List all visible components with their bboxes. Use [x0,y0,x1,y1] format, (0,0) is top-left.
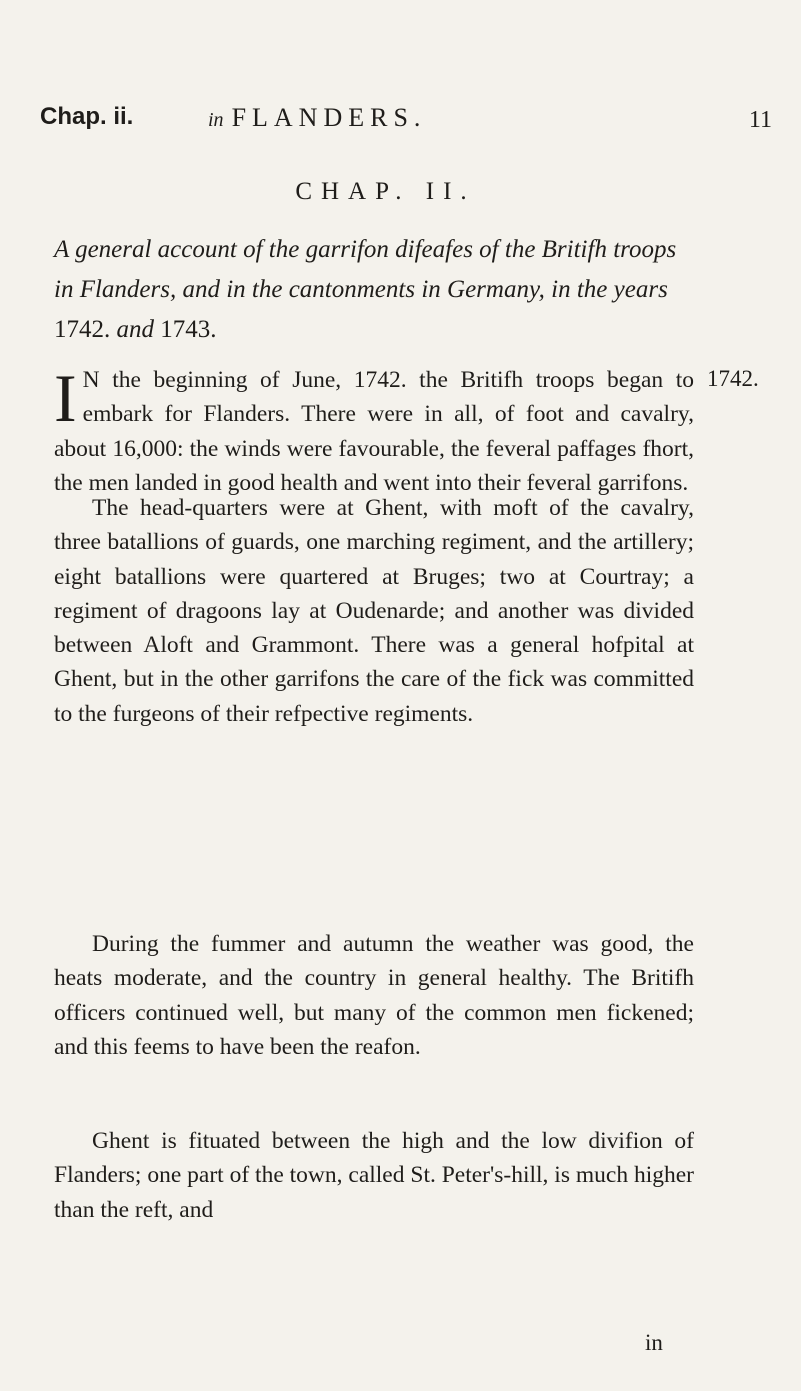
paragraph-2: The head-quarters were at Ghent, with moft of the cavalry, three batallions of guards, one marching regiment, and the artillery; eight batallions were quartered at Bruges; two at Courtray; a regiment of dragoons lay at Oudenarde; and another was divided between Aloft and Grammont. There was a general hofpital at Ghent, but in the other garrifons the care of the fick was committed to the furgeons of their refpective regiments. [54,495,694,727]
running-title-in: in [208,109,224,131]
chapter-subtitle [54,230,694,350]
chapter-title-text: CHAP. II. [295,178,476,205]
chapter-reference: Chap. ii. [40,103,134,130]
paragraph-1 [54,360,694,500]
chapter-title [0,178,801,206]
margin-year-note: 1742. [707,366,759,391]
running-title [208,103,426,133]
subtitle-main: A general account of the garrifon difeafes of the Britifh troops in Flanders, and in the cantonments in Germany, in the years [54,236,677,303]
paragraph-1-text: N the beginning of June, 1742. the Britifh troops began to embark for Flanders. There were in all, of foot and cavalry, about 16,000: the winds were favourable, the feveral paffages fhort, the men landed in good health and went into their feveral garrifons. [54,367,694,496]
running-title-text: FLANDERS. [231,103,427,132]
paragraph-4: Ghent is fituated between the high and the low divifion of Flanders; one part of the town, called St. Peter's-hill, is much higher than the reft, and [54,1128,694,1223]
paragraph-3: During the fummer and autumn the weather was good, the heats moderate, and the country in general healthy. The Britifh officers continued well, but many of the common men fickened; and this feems to have been the reafon. [54,931,694,1060]
catchword: in [645,1330,663,1355]
drop-cap: I [54,360,77,436]
page-number: 11 [748,107,772,133]
subtitle-and: and [116,316,154,343]
running-header [40,103,780,143]
subtitle-year-2: 1743. [160,316,217,343]
subtitle-year-1: 1742. [54,316,111,343]
